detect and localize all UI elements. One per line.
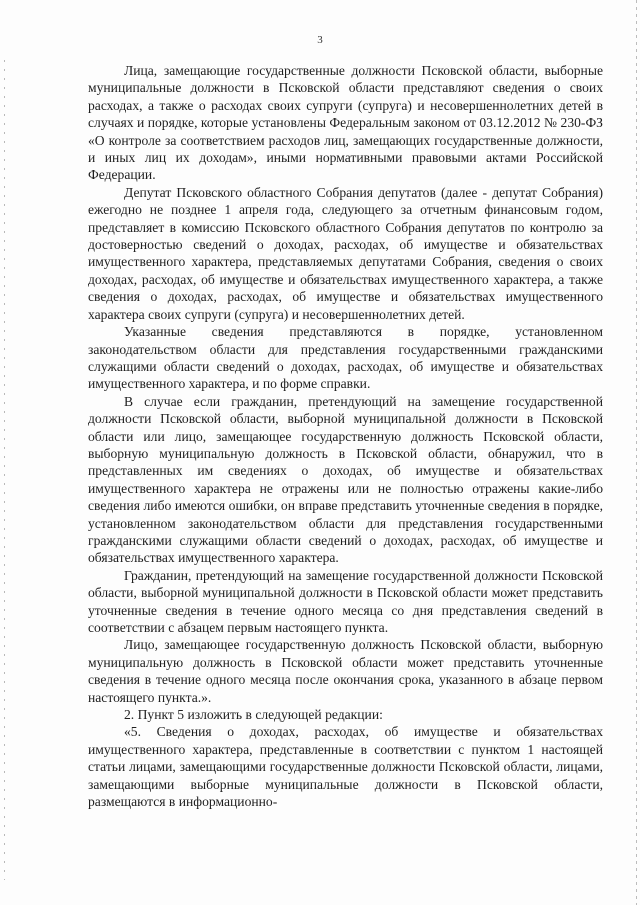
document-body xyxy=(88,62,603,810)
paragraph-corrections-right: В случае если гражданин, претендующий на замещение государственной должности Псковской области, выборной муниципальной должности в Псковской области или лицо, замещающее государственную должность Псковской области, выборную муниципальную должность в Псковской области, обнаружил, что в представленных им сведениях о доходах, об имуществе и обязательствах имущественного характера не отражены или не полностью отражены какие-либо сведения либо имеются ошибки, он вправе представить уточненные сведения в порядке, установленном законодательством области для представления государственными гражданскими служащими области сведений о доходах, расходах, об имуществе и обязательствах имущественного характера. xyxy=(88,393,603,566)
paragraph-citizen-corrections: Гражданин, претендующий на замещение государственной должности Псковской области, выборной муниципальной должности в Псковской области может представить уточненные сведения в течение одного месяца со дня представления сведений в соответствии с абзацем первым настоящего пункта. xyxy=(88,567,603,635)
paragraph-expenses-reporting: Лица, замещающие государственные должности Псковской области, выборные муниципальные должности в Псковской области представляют сведения о своих расходах, а также о расходах своих супруги (супруга) и несовершеннолетних детей в случаях и порядке, которые установлены Федеральным законом от 03.12.2012 № 230-ФЗ «О контроле за соответствием расходов лиц, замещающих государственные должности, и иных лиц их доходам», иными нормативными правовыми актами Российской Федерации. xyxy=(88,63,603,183)
paragraph-deputy-deadline: Депутат Псковского областного Собрания депутатов (далее - депутат Собрания) ежегодно не позднее 1 апреля года, следующего за отчетным финансовым годом, представляет в комиссию Псковского областного Собрания депутатов по контролю за достоверностью сведений о доходах, расходах, об имуществе и обязательствах имущественного характера, представляемых депутатами Собрания, сведения о своих доходах, расходах, об имуществе и обязательствах имущественного характера, а также сведения о доходах, расходах, об имуществе и обязательствах имущественного характера своих супруги (супруга) и несовершеннолетних детей. xyxy=(88,184,603,322)
page-number: 3 xyxy=(317,34,323,46)
scan-edge-right xyxy=(636,0,637,905)
paragraph-amendment-item-2: 2. Пункт 5 изложить в следующей редакции: xyxy=(124,707,383,723)
paragraph-new-item-5: «5. Сведения о доходах, расходах, об имуществе и обязательствах имущественного характера, представленные в соответствии с пунктом 1 настоящей статьи лицами, замещающими государственные должности Псковской области, лицами, замещающими выборные муниципальные должности в Псковской области, размещаются в информационно- xyxy=(88,724,603,810)
paragraph-officeholder-corrections: Лицо, замещающее государственную должность Псковской области, выборную муниципальную должность в Псковской области может представить уточненные сведения в течение одного месяца после окончания срока, указанного в абзаце первом настоящего пункта.». xyxy=(88,637,603,705)
paragraph-submission-procedure: Указанные сведения представляются в порядке, установленном законодательством области для представления государственными гражданскими служащими области сведений о доходах, расходах, об имуществе и обязательствах имущественного характера, и по форме справки. xyxy=(88,324,603,392)
scan-edge-left xyxy=(4,60,5,880)
